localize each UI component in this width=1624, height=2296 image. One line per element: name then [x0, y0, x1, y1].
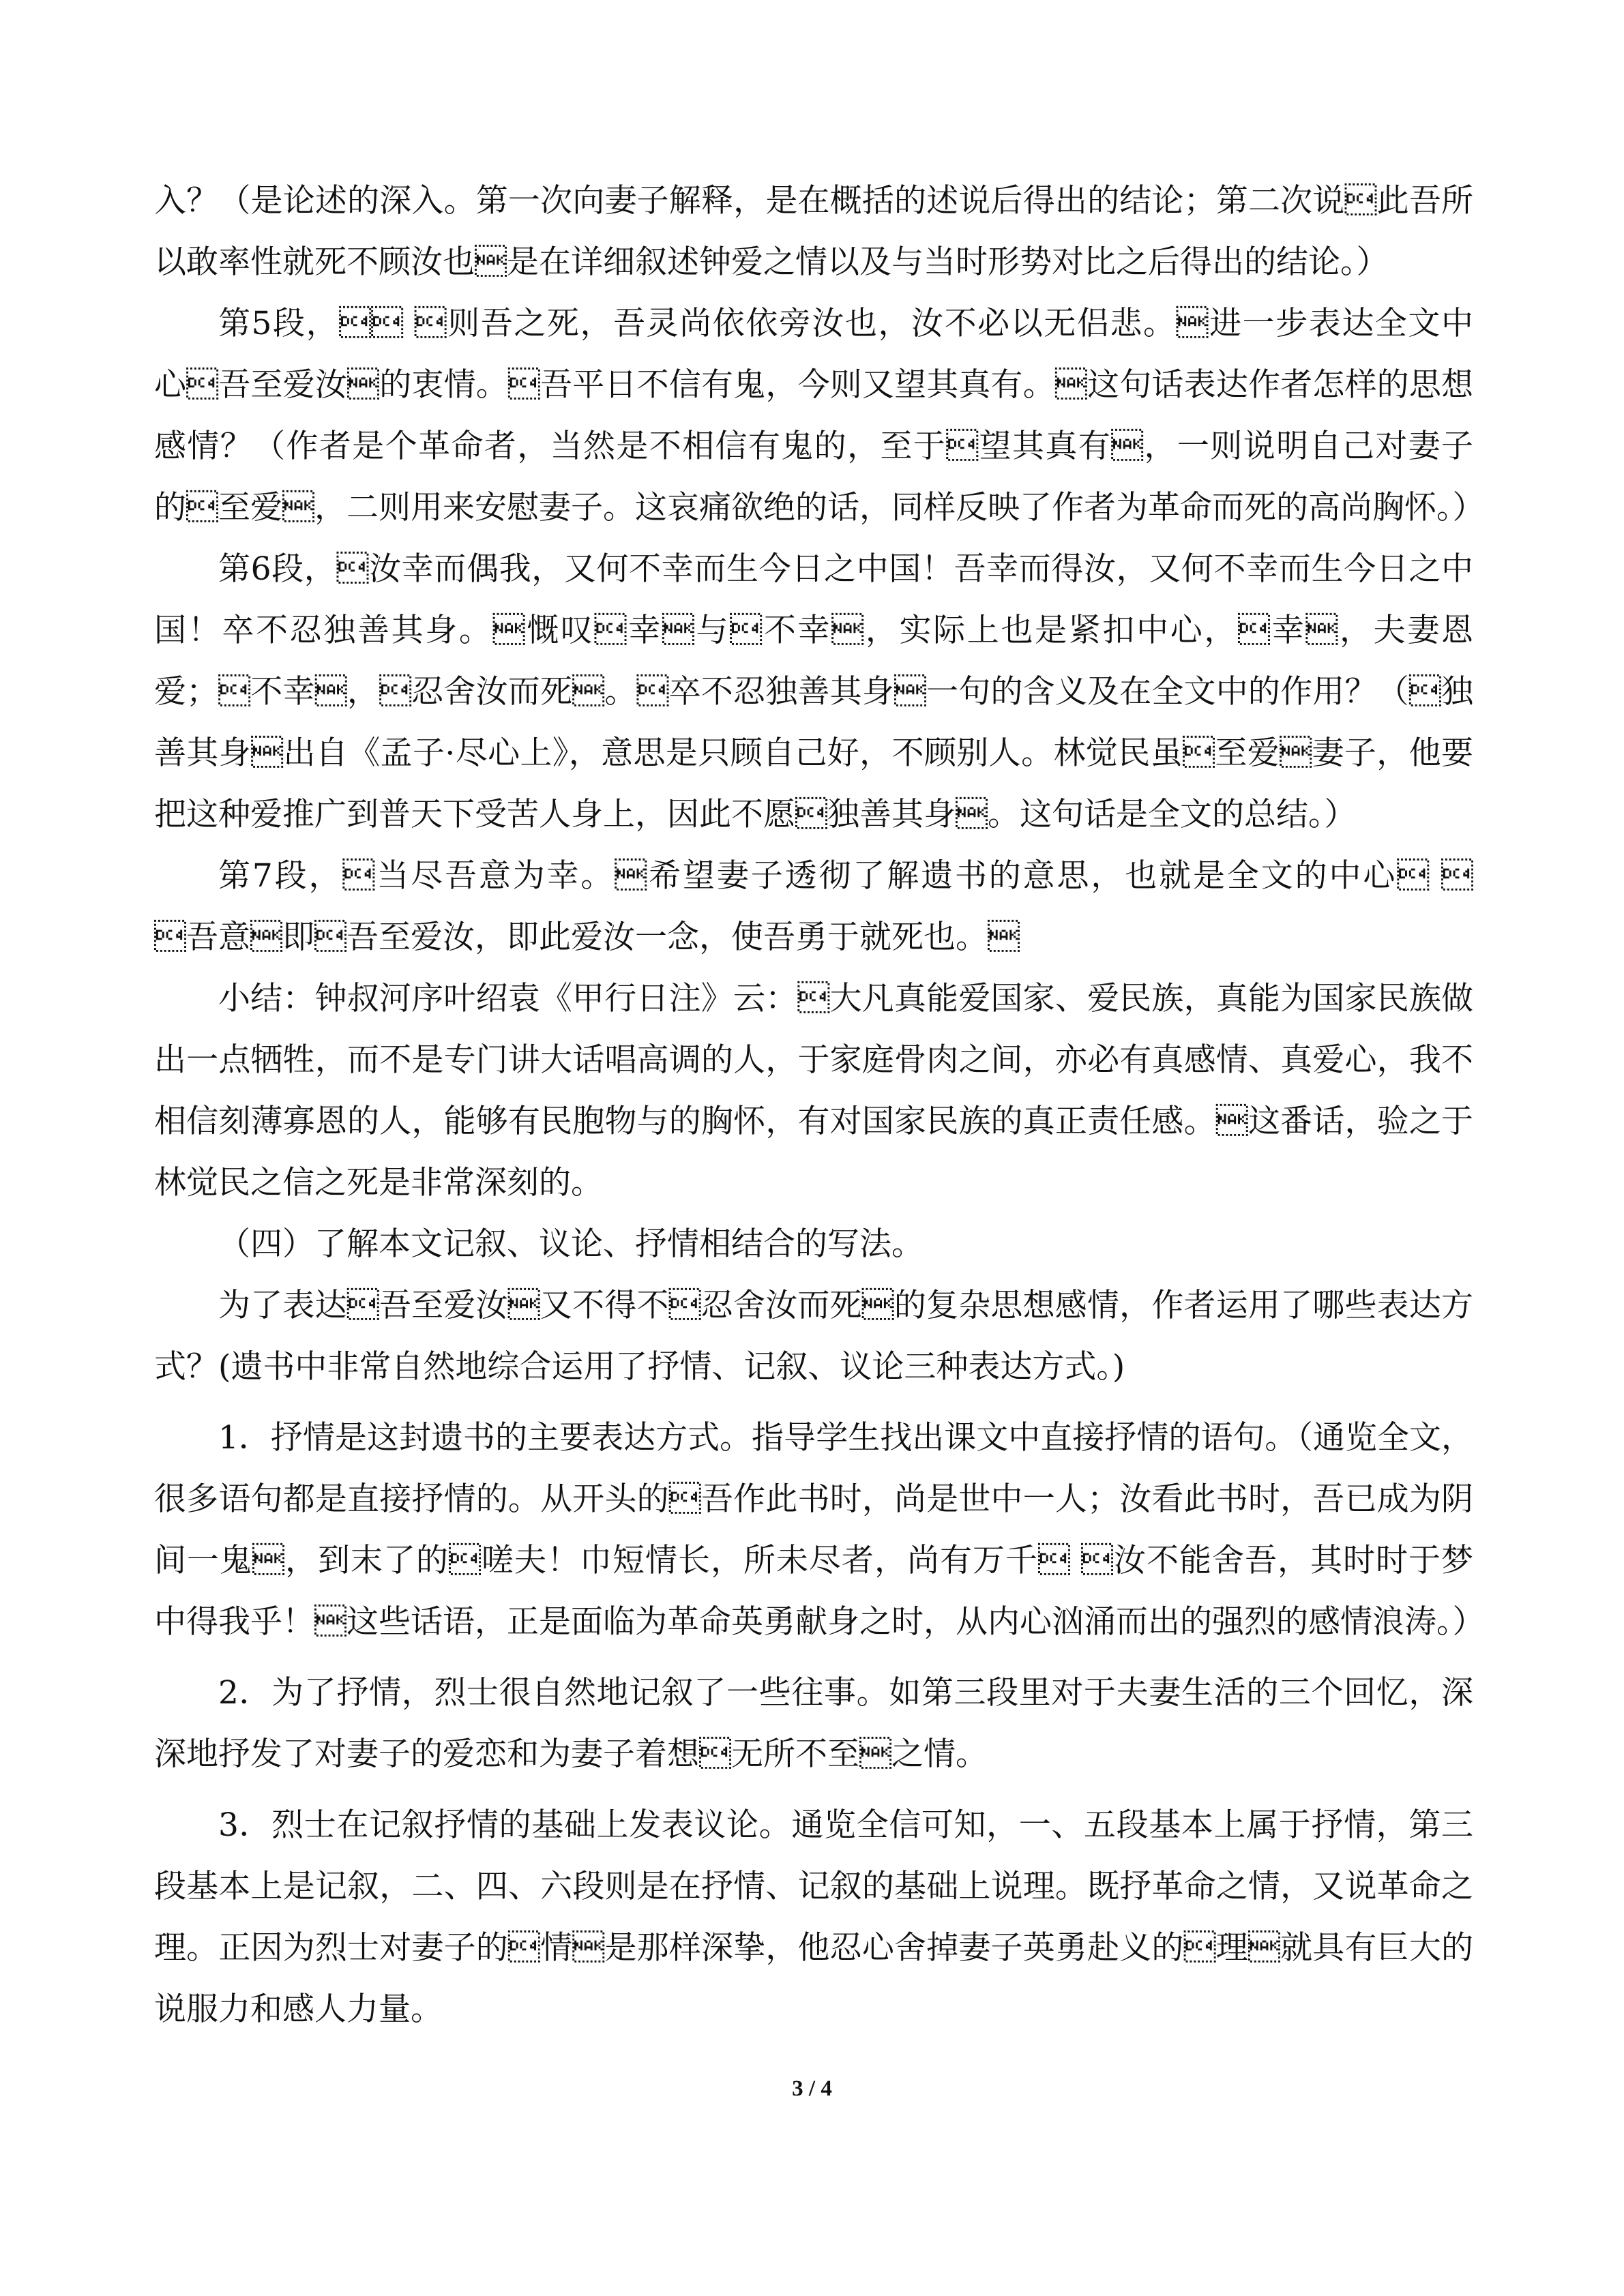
list-item-3: 3．烈士在记叙抒情的基础上发表议论。通览全信可知，一、五段基本上属于抒情，第三段基本上是记叙，二、四、六段则是在抒情、记叙的基础上说理。既抒革命之情，又说革命之理。正因为烈士对妻子的情是那样深挚，他忍心舍掉妻子英勇赴义的理就具有巨大的说服力和感人力量。	[154, 1806, 1473, 2028]
paragraph-continuation: 入？（是论述的深入。第一次向妻子解释，是在概括的述说后得出的结论；第二次说此吾所以敢率性就死不顾汝也是在详细叙述钟爱之情以及与当时形势对比之后得出的结论。）	[154, 182, 1473, 281]
paragraph-section-6: 第6段，汝幸而偶我，又何不幸而生今日之中国！吾幸而得汝，又何不幸而生今日之中国！卒不忍独善其身。慨叹幸与不幸，实际上也是紧扣中心，幸，夫妻恩爱；不幸，忍舍汝而死。卒不忍独善其身一句的含义及在全文中的作用？（独善其身出自《孟子·尽心上》，意思是只顾自己好，不顾别人。林觉民虽至爱妻子，他要把这种爱推广到普天下受苦人身上，因此不愿独善其身。这句话是全文的总结。）	[154, 550, 1474, 833]
paragraph-question: 为了表达吾至爱汝又不得不忍舍汝而死的复杂思想感情，作者运用了哪些表达方式？(遗书中非常自然地综合运用了抒情、记叙、议论三种表达方式。)	[154, 1287, 1473, 1386]
page-number: 3 / 4	[792, 2076, 832, 2101]
paragraph-section-7: 第7段，当尽吾意为幸。希望妻子透彻了解遗书的意思，也就是全文的中心  吾意即吾至爱汝，即此爱汝一念，使吾勇于就死也。	[154, 857, 1473, 956]
list-item-2: 2．为了抒情，烈士很自然地记叙了一些往事。如第三段里对于夫妻生活的三个回忆，深深地抒发了对妻子的爱恋和为妻子着想无所不至之情。	[154, 1674, 1473, 1773]
section-heading-4: （四）了解本文记叙、议论、抒情相结合的写法。	[218, 1225, 924, 1263]
list-item-1: 1．抒情是这封遗书的主要表达方式。指导学生找出课文中直接抒情的语句。（通览全文，很多语句都是直接抒情的。从开头的吾作此书时，尚是世中一人；汝看此书时，吾已成为阴间一鬼，到末了的嗟夫！巾短情长，所未尽者，尚有万千 汝不能舍吾，其时时于梦中得我乎！这些话语，正是面临为革命英勇献身之时，从内心汹涌而出的强烈的感情浪涛。）	[154, 1419, 1485, 1641]
paragraph-section-5: 第5段， 则吾之死，吾灵尚依依旁汝也，汝不必以无侣悲。进一步表达全文中心吾至爱汝的衷情。吾平日不信有鬼，今则又望其真有。这句话表达作者怎样的思想感情？（作者是个革命者，当然是不相信有鬼的，至于望其真有，一则说明自己对妻子的至爱，二则用来安慰妻子。这哀痛欲绝的话，同样反映了作者为革命而死的高尚胸怀。）	[154, 305, 1485, 526]
document-body	[154, 170, 1485, 2040]
paragraph-summary: 小结：钟叔河序叶绍袁《甲行日注》云：大凡真能爱国家、爱民族，真能为国家民族做出一点牺牲，而不是专门讲大话唱高调的人，于家庭骨肉之间，亦必有真感情、真爱心，我不相信刻薄寡恩的人，能够有民胞物与的胸怀，有对国家民族的真正责任感。这番话，验之于林觉民之信之死是非常深刻的。	[154, 980, 1473, 1202]
